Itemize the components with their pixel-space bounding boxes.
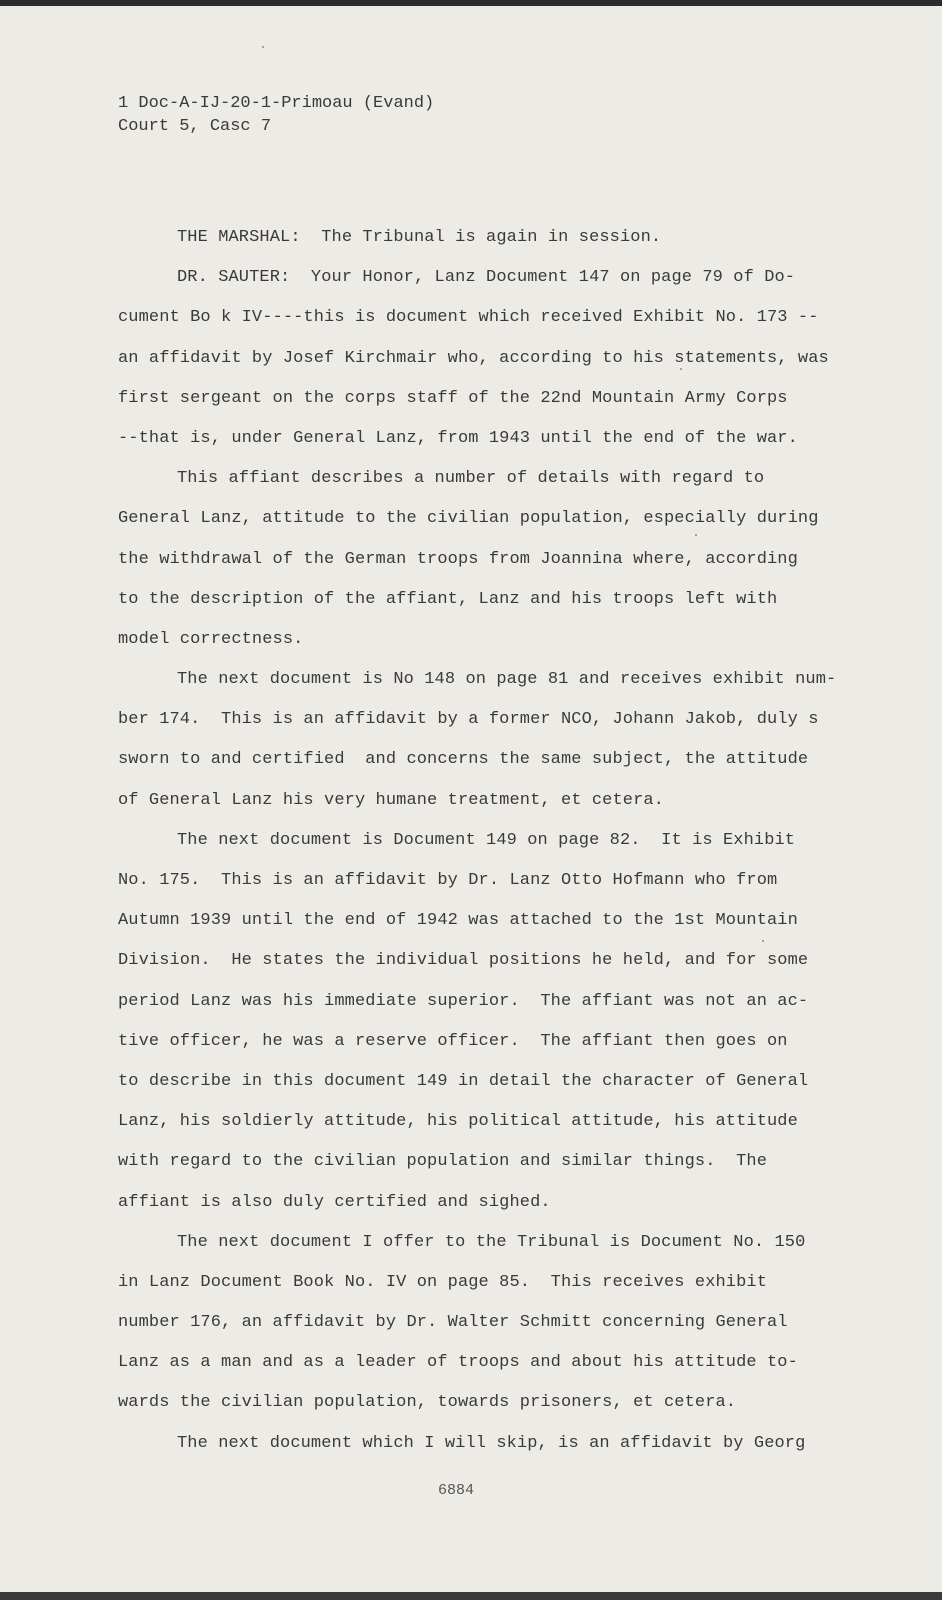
transcript-line: No. 175. This is an affidavit by Dr. Lanz Otto Hofmann who from <box>118 871 778 890</box>
transcript-line: Lanz, his soldierly attitude, his political attitude, his attitude <box>118 1112 798 1132</box>
transcript-line: to the description of the affiant, Lanz and his troops left with <box>118 589 778 609</box>
transcript-line: sworn to and certified and concerns the same subject, the attitude <box>118 750 809 770</box>
scan-bottom-edge <box>0 1592 942 1600</box>
transcript-line: The next document is No 148 on page 81 and receives exhibit num- <box>177 670 837 690</box>
transcript-line: Autumn 1939 until the end of 1942 was attached to the 1st Mountain <box>118 911 798 931</box>
transcript-line: model correctness. <box>118 629 304 649</box>
transcript-line: Division. He states the individual positions he held, and for some <box>118 951 809 971</box>
transcript-body <box>118 218 848 1464</box>
transcript-line: in Lanz Document Book No. IV on page 85. This receives exhibit <box>118 1272 768 1292</box>
scan-speck <box>680 368 682 370</box>
transcript-line: the withdrawal of the German troops from Joannina where, according <box>118 549 798 569</box>
transcript-line: wards the civilian population, towards prisoners, et cetera. <box>118 1393 737 1413</box>
transcript-line: The next document which I will skip, is an affidavit by Georg <box>177 1433 806 1453</box>
transcript-line: --that is, under General Lanz, from 1943 until the end of the war. <box>118 428 798 448</box>
transcript-line: cument Bo k IV----this is document which received Exhibit No. 173 -- <box>118 308 819 328</box>
scan-speck <box>262 46 264 48</box>
transcript-line: ber 174. This is an affidavit by a former NCO, Johann Jakob, duly s <box>118 710 819 730</box>
transcript-line: to describe in this document 149 in detail the character of General <box>118 1071 809 1091</box>
transcript-line: This affiant describes a number of details with regard to <box>177 469 765 489</box>
transcript-line: tive officer, he was a reserve officer. The affiant then goes on <box>118 1031 788 1051</box>
transcript-line: first sergeant on the corps staff of the 22nd Mountain Army Corps <box>118 388 788 408</box>
transcript-line: The next document is Document 149 on page 82. It is Exhibit <box>177 830 796 850</box>
header-line-court: Court 5, Casc 7 <box>118 117 272 136</box>
transcript-line: an affidavit by Josef Kirchmair who, according to his statements, was <box>118 348 829 368</box>
transcript-line: of General Lanz his very humane treatment, et cetera. <box>118 790 664 810</box>
transcript-line: with regard to the civilian population and similar things. The <box>118 1152 768 1172</box>
document-header <box>118 92 434 138</box>
transcript-line: General Lanz, attitude to the civilian population, especially during <box>118 509 819 529</box>
transcript-line: The next document I offer to the Tribunal is Document No. 150 <box>177 1232 806 1252</box>
header-line-reference: 1 Doc-A-IJ-20-1-Primoau (Evand) <box>118 94 435 113</box>
transcript-line: period Lanz was his immediate superior. The affiant was not an ac- <box>118 991 809 1011</box>
transcript-line: number 176, an affidavit by Dr. Walter Schmitt concerning General <box>118 1313 788 1333</box>
scan-speck <box>695 534 697 536</box>
transcript-line: affiant is also duly certified and sighed. <box>118 1192 551 1212</box>
transcript-line: THE MARSHAL: The Tribunal is again in session. <box>177 228 662 247</box>
scan-speck <box>762 940 764 942</box>
transcript-line: DR. SAUTER: Your Honor, Lanz Document 147 on page 79 of Do- <box>177 268 796 288</box>
transcript-line: Lanz as a man and as a leader of troops and about his attitude to- <box>118 1353 798 1373</box>
page-number: 6884 <box>438 1482 475 1499</box>
scan-top-edge <box>0 0 942 6</box>
